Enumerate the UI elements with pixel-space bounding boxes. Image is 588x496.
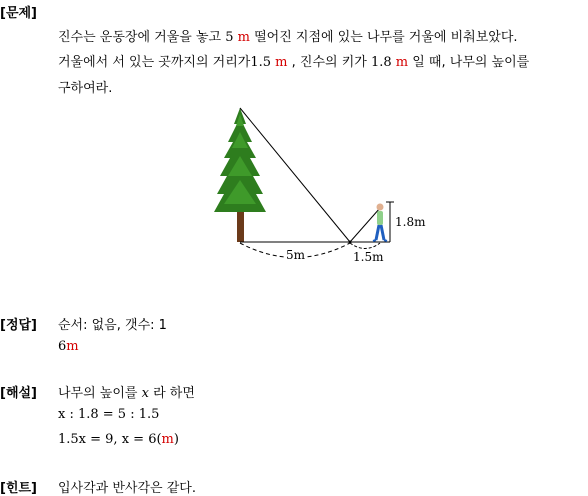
answer-label: [정답] bbox=[0, 318, 37, 333]
distance-value: 5 bbox=[225, 30, 234, 45]
explanation-label: [해설] bbox=[0, 386, 37, 401]
hint-label: [힌트] bbox=[0, 481, 37, 496]
problem-label: [문제] bbox=[0, 6, 37, 21]
answer-unit: m bbox=[66, 339, 79, 354]
answer-number: 6 bbox=[58, 339, 67, 354]
problem-line-1 bbox=[58, 26, 518, 45]
paren-close: ) bbox=[173, 432, 179, 447]
distance-value: 1.5 bbox=[250, 55, 272, 70]
tree-mirror-figure bbox=[200, 100, 426, 270]
solution-unit: m bbox=[161, 432, 174, 447]
distance-label-1.5m: 1.5m bbox=[353, 250, 384, 264]
equation-text: 1.5x = 9, x = 6 bbox=[58, 432, 157, 447]
unit-meter: m bbox=[275, 55, 288, 70]
unit-meter: m bbox=[395, 55, 409, 70]
problem-text: 진수는 운동장에 거울을 놓고 bbox=[58, 30, 226, 45]
answer-value bbox=[58, 339, 79, 354]
paren-open: ( bbox=[156, 432, 162, 447]
distance-label-5m: 5m bbox=[286, 248, 306, 262]
problem-text: , 진수의 키가 bbox=[287, 55, 371, 70]
equation-solution bbox=[58, 432, 179, 447]
distance-curve-1.5m bbox=[350, 243, 380, 249]
explanation-text: 라 하면 bbox=[148, 386, 195, 401]
problem-line-3: 구하여라. bbox=[58, 81, 113, 96]
explanation-line-1 bbox=[58, 382, 195, 401]
tree-trunk bbox=[237, 208, 244, 242]
equation-proportion: x : 1.8 = 5 : 1.5 bbox=[58, 407, 160, 422]
explanation-text: 나무의 높이를 bbox=[58, 386, 142, 401]
problem-text: 일 때, 나무의 높이를 bbox=[408, 55, 530, 70]
problem-line-2 bbox=[58, 51, 529, 70]
person-figure bbox=[373, 204, 387, 242]
hint-text: 입사각과 반사각은 같다. bbox=[58, 481, 196, 496]
person-height-label: 1.8m bbox=[395, 215, 426, 229]
unit-meter: m bbox=[237, 30, 250, 45]
problem-text: 떨어진 지점에 있는 나무를 거울에 비춰보았다. bbox=[249, 30, 518, 45]
variable-x: x bbox=[141, 386, 149, 401]
answer-meta: 순서: 없음, 갯수: 1 bbox=[58, 318, 167, 333]
problem-text: 거울에서 서 있는 곳까지의 거리가 bbox=[58, 55, 251, 70]
height-value: 1.8 bbox=[370, 55, 392, 70]
